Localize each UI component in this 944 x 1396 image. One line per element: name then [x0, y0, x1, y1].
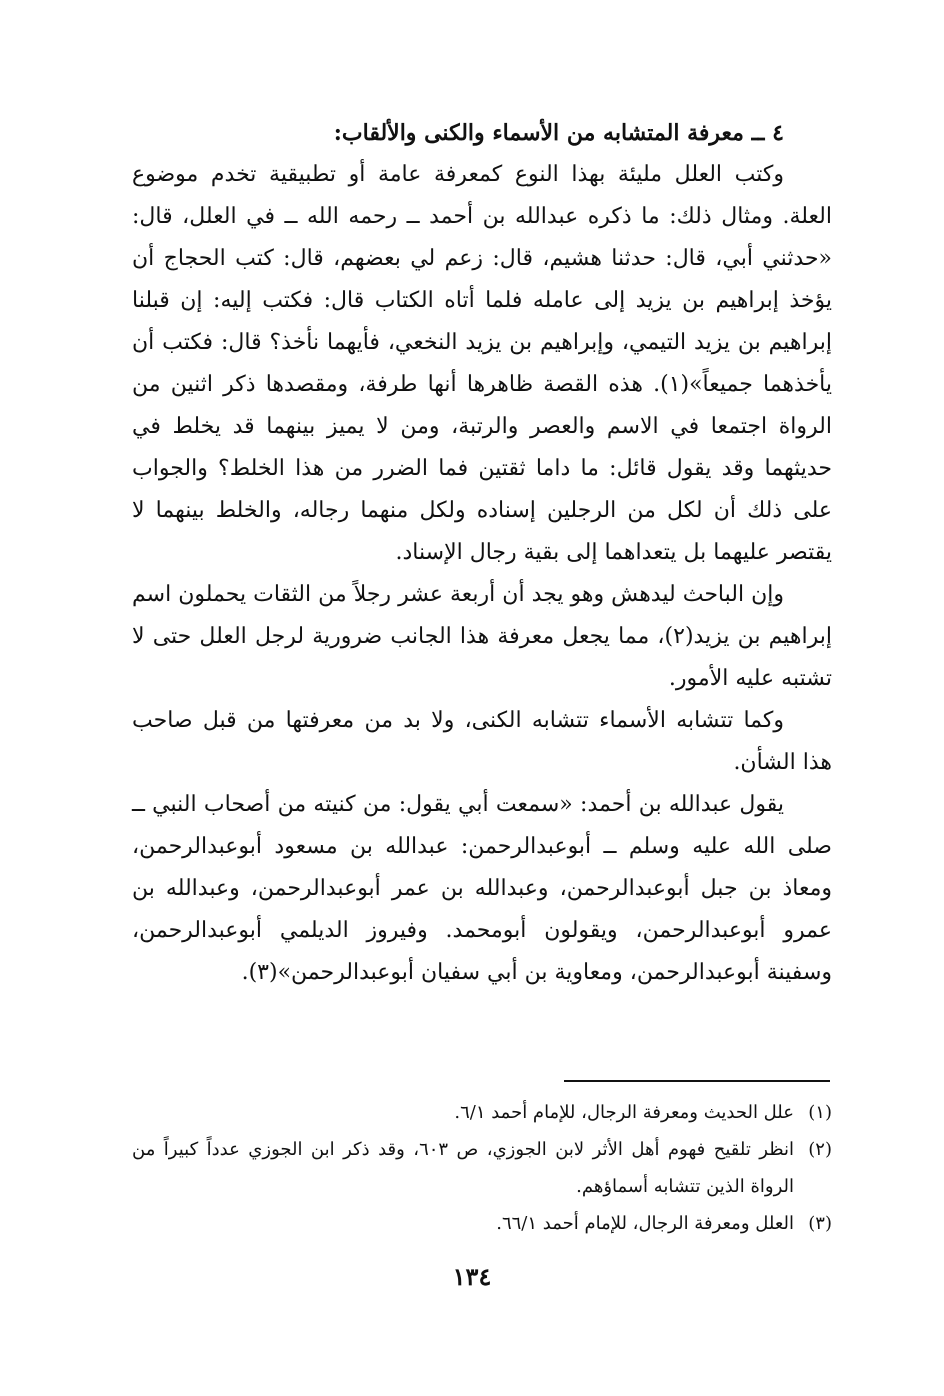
main-text — [132, 112, 832, 994]
footnote — [132, 1205, 832, 1242]
footnote — [132, 1131, 832, 1205]
footnote-text: انظر تلقيح فهوم أهل الأثر لابن الجوزي، ص ٦٠٣، وقد ذكر ابن الجوزي عدداً كبيراً من الرواة الذين تتشابه أسماؤهم. — [132, 1139, 794, 1197]
footnotes — [132, 1094, 832, 1242]
footnote-number: (٣) — [808, 1213, 832, 1234]
footnote-text: العلل ومعرفة الرجال، للإمام أحمد ٦٦/١. — [496, 1213, 794, 1234]
footnote-divider — [564, 1080, 830, 1082]
paragraph: وإن الباحث ليدهش وهو يجد أن أربعة عشر رجلاً من الثقات يحملون اسم إبراهيم بن يزيد(٢)، مما يجعل معرفة هذا الجانب ضرورية لرجل العلل حتى لا تشتبه عليه الأمور. — [132, 582, 832, 691]
footnote-number: (١) — [808, 1102, 832, 1123]
paragraph: يقول عبدالله بن أحمد: «سمعت أبي يقول: من كنيته من أصحاب النبي ــ صلى الله عليه وسلم ــ أبوعبدالرحمن: عبدالله بن مسعود أبوعبدالرحمن، ومعاذ بن جبل أبوعبدالرحمن، وعبدالله بن عمر أبوعبدالرحمن، وعبدالله بن عمرو أبوعبدالرحمن، ويقولون أبومحمد. وفيروز الديلمي أبوعبدالرحمن، وسفينة أبوعبدالرحمن، ومعاوية بن أبي سفيان أبوعبدالرحمن»(٣). — [132, 792, 832, 985]
paragraph: وكتب العلل مليئة بهذا النوع كمعرفة عامة أو تطبيقية تخدم موضوع العلة. ومثال ذلك: ما ذكره عبدالله بن أحمد ــ رحمه الله ــ في العلل، قال: «حدثني أبي، قال: حدثنا هشيم، قال: زعم لي بعضهم، قال: كتب الحجاج أن يؤخذ إبراهيم بن يزيد إلى عامله فلما أتاه الكتاب قال: فكتب إليه: إن قبلنا إبراهيم بن يزيد التيمي، وإبراهيم بن يزيد النخعي، فأيهما نأخذ؟ قال: فكتب أن يأخذهما جميعاً»(١). هذه القصة ظاهرها أنها طرفة، ومقصدها ذكر اثنين من الرواة اجتمعا في الاسم والعصر والرتبة، ومن لا يميز بينهما قد يخلط في حديثهما وقد يقول قائل: ما داما ثقتين فما الضرر من هذا الخلط؟ والجواب على ذلك أن لكل من الرجلين إسناده ولكل منهما رجاله، والخلط بينهما لا يقتصر عليهما بل يتعداهما إلى بقية رجال الإسناد. — [132, 162, 833, 565]
section-heading: ٤ ــ معرفة المتشابه من الأسماء والكنى والألقاب: — [333, 120, 784, 146]
page-number: ١٣٤ — [452, 1262, 492, 1291]
paragraph: وكما تتشابه الأسماء تتشابه الكنى، ولا بد من معرفتها من قبل صاحب هذا الشأن. — [132, 708, 832, 775]
footnote-text: علل الحديث ومعرفة الرجال، للإمام أحمد ٦/١. — [454, 1102, 794, 1123]
footnote — [132, 1094, 832, 1131]
footnote-number: (٢) — [808, 1139, 832, 1160]
